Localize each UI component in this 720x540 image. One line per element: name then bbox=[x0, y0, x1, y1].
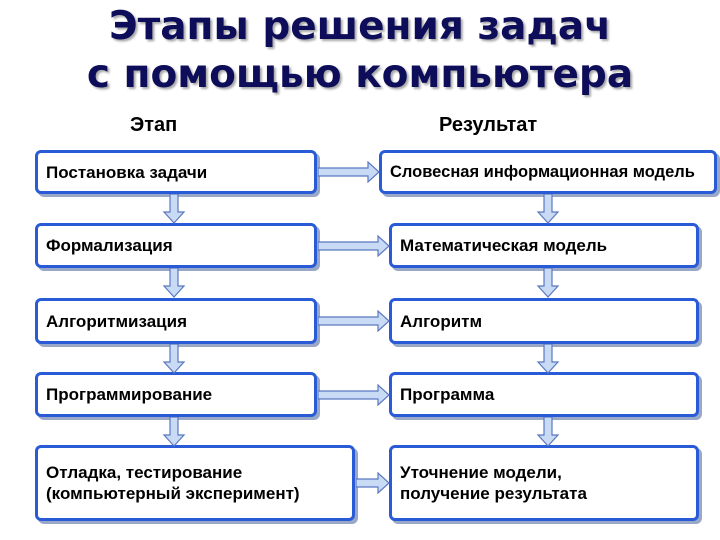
down-arrow-icon bbox=[536, 417, 560, 447]
down-arrow-icon bbox=[536, 344, 560, 374]
down-arrow-icon bbox=[162, 194, 186, 224]
down-arrow-icon bbox=[162, 268, 186, 298]
result-box-5 bbox=[389, 445, 699, 521]
result-column-header: Результат bbox=[439, 114, 538, 136]
stage-label-3: Алгоритмизация bbox=[46, 311, 188, 331]
result-box-2 bbox=[389, 223, 699, 268]
down-arrow-icon bbox=[162, 417, 186, 447]
result-label-5-line-1: Уточнение модели, bbox=[400, 463, 562, 482]
down-arrow-icon bbox=[536, 268, 560, 298]
stage-box-1 bbox=[35, 150, 317, 194]
stage-label-4: Программирование bbox=[46, 385, 213, 404]
stage-box-5 bbox=[35, 445, 355, 521]
result-label-5-line-2: получение результата bbox=[400, 484, 587, 503]
stage-box-3 bbox=[35, 298, 317, 344]
down-arrow-icon bbox=[536, 194, 560, 224]
stage-label-5-line-2: (компьютерный эксперимент) bbox=[46, 484, 300, 503]
title-line-1: Этапы решения задач bbox=[108, 4, 612, 49]
right-arrow-icon bbox=[318, 235, 390, 257]
right-arrow-icon bbox=[318, 310, 390, 332]
right-arrow-icon bbox=[356, 472, 390, 494]
result-box-4 bbox=[389, 372, 699, 417]
stage-label-1: Постановка задачи bbox=[46, 162, 208, 182]
stage-column-header: Этап bbox=[130, 114, 178, 136]
down-arrow-icon bbox=[162, 344, 186, 374]
result-label-1: Словесная информационная модель bbox=[390, 162, 695, 181]
stage-label-5-line-1: Отладка, тестирование bbox=[46, 463, 243, 482]
result-label-2: Математическая модель bbox=[400, 236, 608, 255]
result-label-4: Программа bbox=[400, 385, 495, 404]
right-arrow-icon bbox=[318, 384, 390, 406]
stage-label-2: Формализация bbox=[46, 236, 173, 255]
result-box-3 bbox=[389, 298, 699, 344]
stage-box-4 bbox=[35, 372, 317, 417]
stage-box-2 bbox=[35, 223, 317, 268]
result-box-1 bbox=[379, 150, 717, 194]
title-line-2: с помощью компьютера bbox=[86, 52, 634, 97]
result-label-3: Алгоритм bbox=[400, 311, 483, 331]
right-arrow-icon bbox=[318, 161, 380, 183]
